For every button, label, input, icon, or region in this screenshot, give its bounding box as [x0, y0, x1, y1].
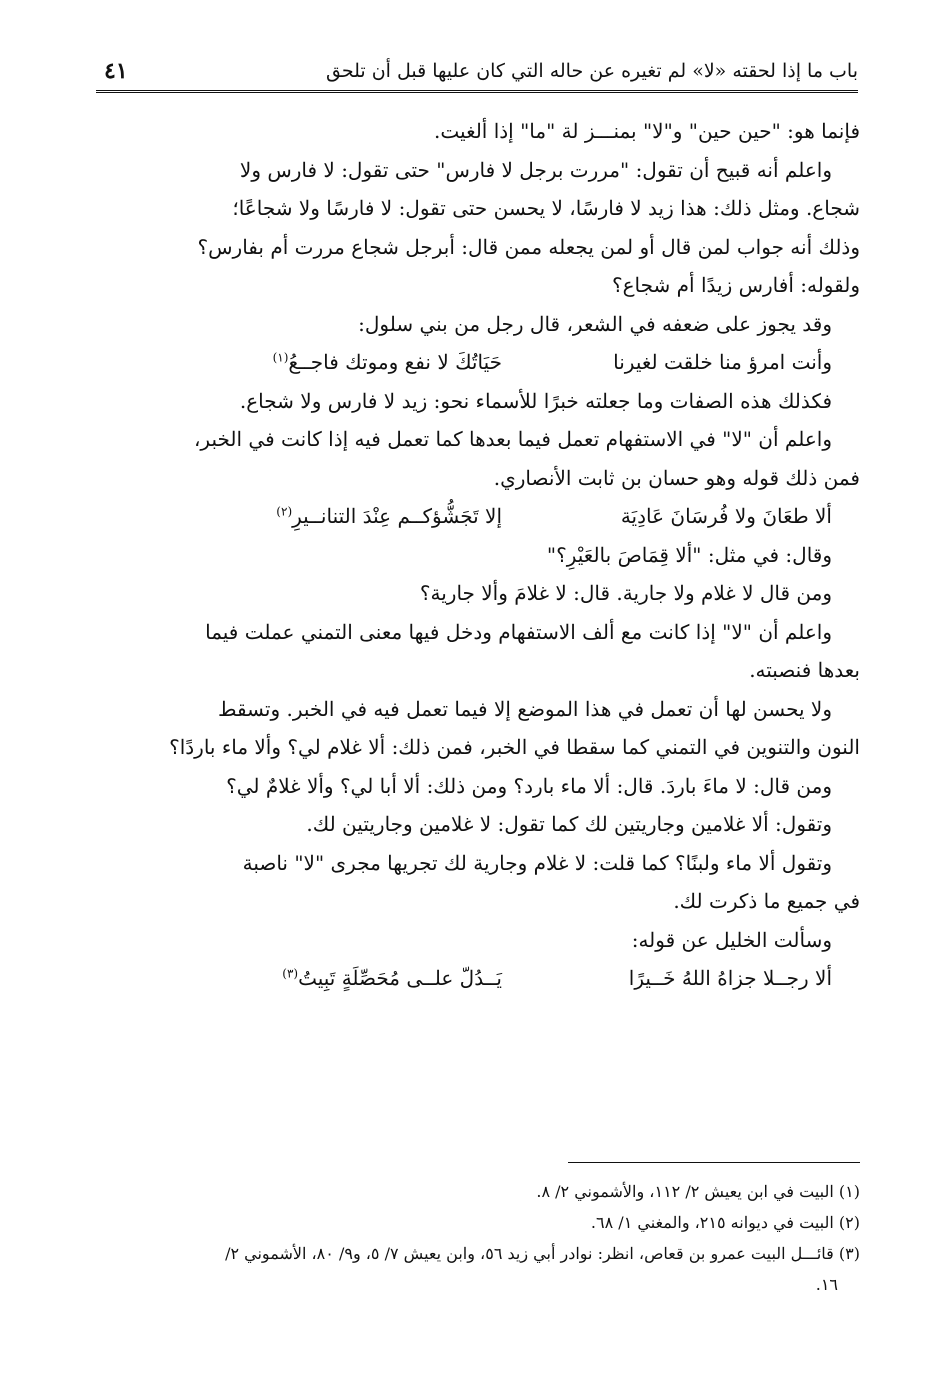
verse-second-hemistich [172, 497, 502, 536]
verse-second-hemistich [172, 343, 502, 382]
poem-verse [98, 343, 860, 382]
main-text [98, 112, 860, 998]
verse-second-hemistich-text: إلا تَجَشُّؤكــم عِنْدَ التنانــيرِ [292, 504, 502, 528]
text-line: ومن قال لا غلام ولا جارية. قال: لا غلامَ وألا جارية؟ [419, 581, 832, 605]
text-line: شجاع. ومثل ذلك: هذا زيد لا فارسًا، لا يحسن حتى تقول: لا فارسًا ولا شجاعًا؛ [232, 196, 860, 220]
footnote: ١٦. [815, 1275, 838, 1294]
text-line: النون والتنوين في التمني كما سقطا في الخبر، فمن ذلك: ألا غلام لي؟ وألا ماء باردًا؟ [169, 735, 860, 759]
verse-first-hemistich: ألا طعَانَ ولا فُرسَانَ عَادِيَة [620, 504, 832, 528]
text-line: وسألت الخليل عن قوله: [631, 927, 832, 952]
text-line: واعلم أنه قبيح أن تقول: "مررت برجل لا فارس" حتى تقول: لا فارس ولا [239, 157, 832, 182]
poem-verse [98, 959, 860, 998]
text-line: واعلم أن "لا" في الاستفهام تعمل فيما بعدها كما تعمل فيه إذا كانت في الخبر، [193, 427, 832, 451]
footnote-separator [568, 1162, 860, 1163]
text-line: فإنما هو: "حين حين" و"لا" بمنـــز لة "ما" إذا ألغيت. [434, 119, 860, 143]
text-line: وتقول ألا ماء ولبنًا؟ كما قلت: لا غلام وجارية لك تجريها مجرى "لا" ناصبة [242, 850, 832, 875]
footnote-marker: (٢) [276, 504, 293, 519]
footnote-marker: (٣) [282, 966, 299, 981]
verse-second-hemistich-text: حَيَاتُكَ لا نفع وموتك فاجــعُ [288, 350, 502, 374]
text-line: ولقوله: أفارس زيدًا أم شجاع؟ [612, 273, 860, 297]
text-line: بعدها فنصبته. [749, 658, 860, 682]
text-line: وتقول: ألا غلامين وجاريتين لك كما تقول: لا غلامين وجاريتين لك. [306, 812, 832, 836]
page-number: ٤١ [104, 58, 128, 84]
text-line: ولا يحسن لها أن تعمل في هذا الموضع إلا فيما تعمل فيه في الخبر. وتسقط [217, 696, 832, 721]
footnote: (٣) قائـــل البيت عمرو بن قعاص، انظر: نوادر أبي زيد ٥٦، وابن يعيش ٧/ ٥، و٩/ ٨٠، الأشموني ٢/ [225, 1244, 860, 1263]
footnote: (١) البيت في ابن يعيش ٢/ ١١٢، والأشموني ٢/ ٨. [536, 1182, 860, 1201]
footnote-marker: (١) [272, 350, 289, 365]
running-header [96, 46, 858, 93]
text-line: وذلك أنه جواب لمن قال أو لمن يجعله ممن قال: أبرجل شجاع مررت أم بفارس؟ [197, 234, 860, 259]
text-line: ومن قال: لا ماءَ باردَ. قال: ألا ماء بارد؟ ومن ذلك: ألا أبا لي؟ وألا غلامٌ لي؟ [226, 773, 832, 798]
text-line: وقال: في مثل: "ألا قِمَاصَ بالعَيْرِ؟" [546, 542, 832, 567]
running-header-title: باب ما إذا لحقته «لا» لم تغيره عن حاله التي كان عليها قبل أن تلحق [326, 60, 858, 82]
verse-first-hemistich: وأنت امرؤ منا خلقت لغيرنا [613, 350, 832, 374]
text-line: واعلم أن "لا" إذا كانت مع ألف الاستفهام ودخل فيها معنى التمني عملت فيما [205, 619, 832, 644]
text-line: فمن ذلك قوله وهو حسان بن ثابت الأنصاري. [493, 465, 860, 490]
text-line: وقد يجوز على ضعفه في الشعر، قال رجل من بني سلول: [358, 311, 832, 336]
footnotes [98, 1176, 860, 1300]
footnote: (٢) البيت في ديوانه ٢١٥، والمغني ١/ ٦٨. [590, 1213, 860, 1232]
verse-second-hemistich [172, 959, 502, 998]
verse-first-hemistich: ألا رجــلا جزاهُ اللهُ خَــيرًا [628, 966, 832, 990]
text-line: في جميع ما ذكرت لك. [673, 889, 860, 913]
poem-verse [98, 497, 860, 536]
verse-second-hemistich-text: يَــدُلّ علــى مُحَصِّلَةٍ تَبِيتُ [298, 966, 502, 990]
text-line: فكذلك هذه الصفات وما جعلته خبرًا للأسماء نحو: زيد لا فارس ولا شجاع. [239, 388, 832, 413]
